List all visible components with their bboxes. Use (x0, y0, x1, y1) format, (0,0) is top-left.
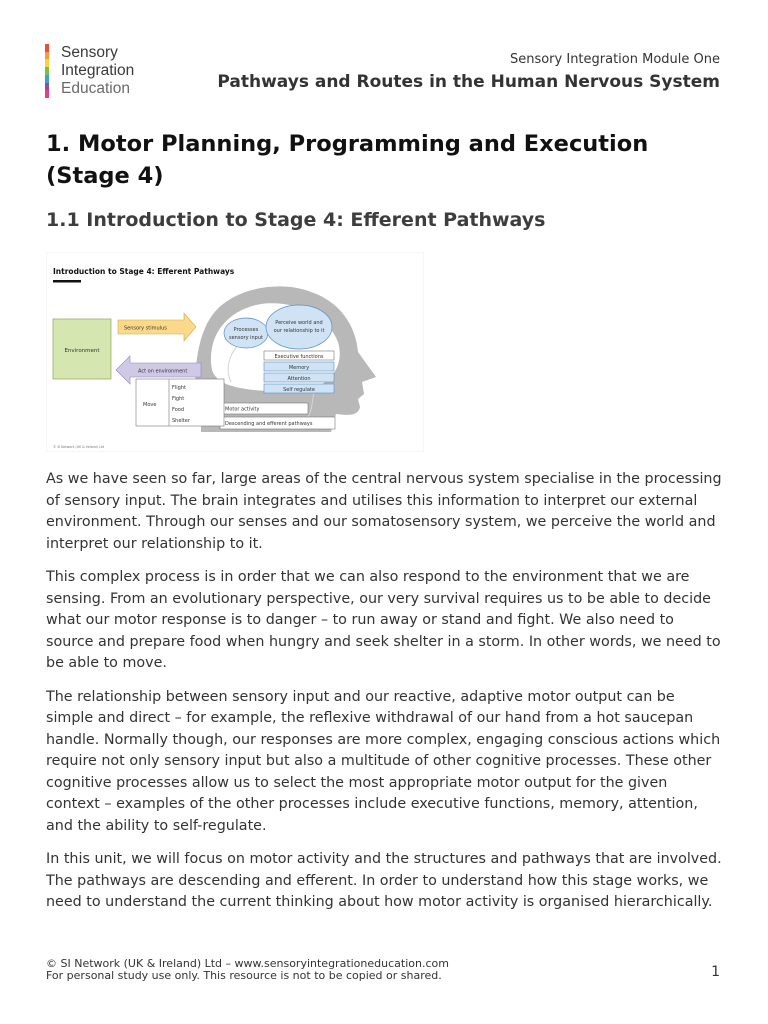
function-label-executive: Executive functions (274, 354, 324, 360)
action-food: Food (172, 407, 184, 413)
logo-color-segment (45, 90, 49, 98)
act-on-environment-label: Act on environment (138, 368, 188, 375)
logo-color-segment (45, 44, 49, 52)
sensory-stimulus-label: Sensory stimulus (124, 325, 167, 332)
paragraph: In this unit, we will focus on motor activity and the structures and pathways that are involved. The pathways are descending and efferent. In order to understand how this stage works, we need to understand the current thinking about how motor activity is organised hierarchically. (46, 851, 722, 910)
footer-usage-notice: For personal study use only. This resource is not to be copied or shared. (46, 969, 442, 982)
page-header (217, 52, 720, 92)
section-heading: 1. Motor Planning, Programming and Execution (Stage 4) (46, 131, 649, 189)
processes-label-1: Processes (233, 327, 259, 333)
page-footer (46, 958, 449, 982)
function-label-self-regulate: Self regulate (283, 387, 315, 393)
action-flight: Flight (172, 385, 186, 391)
diagram-copyright: © SI Network (UK & Ireland) Ltd (53, 445, 105, 449)
function-label-attention: Attention (287, 376, 311, 382)
subsection-heading: 1.1 Introduction to Stage 4: Efferent Pathways (46, 209, 546, 231)
perceive-label-2: our relationship to it (273, 328, 325, 334)
logo-text (61, 44, 134, 98)
title-underline (53, 280, 81, 283)
paragraph: As we have seen so far, large areas of the central nervous system specialise in the processing of sensory input. The brain integrates and utilises this information to interpret our external environment. Through our senses and our somatosensory system, we perceive the world and interpret our relationship to it. (46, 471, 722, 552)
logo-line-2: Integration (61, 62, 135, 79)
perceive-bubble (266, 305, 332, 349)
diagram-svg (46, 252, 424, 452)
logo-color-segment (45, 59, 49, 67)
diagram-title: Introduction to Stage 4: Efferent Pathways (53, 267, 235, 276)
page-number: 1 (711, 964, 720, 980)
logo-color-segment (45, 75, 49, 83)
paragraph: This complex process is in order that we can also respond to the environment that we are sensing. From an evolutionary perspective, our very survival requires us to be able to decide what our motor response is to danger – to run away or stand and fight. We also need to source and prepare food when hungry and seek shelter in a storm. In other words, we need to be able to move. (46, 569, 721, 671)
move-label: Move (143, 402, 157, 408)
processes-bubble (224, 318, 268, 348)
action-shelter: Shelter (172, 418, 190, 424)
logo-color-segment (45, 83, 49, 91)
function-label-memory: Memory (288, 365, 310, 371)
perceive-label-1: Perceive world and (275, 320, 323, 326)
module-name: Sensory Integration Module One (509, 52, 720, 67)
environment-label: Environment (64, 348, 100, 354)
motor-activity-label: Motor activity (225, 406, 260, 413)
logo-color-bar (45, 44, 49, 98)
body-text (46, 469, 724, 926)
descending-pathways-label: Descending and efferent pathways (225, 421, 313, 427)
action-fight: Fight (172, 396, 185, 402)
efferent-pathways-diagram (46, 252, 424, 452)
logo-color-segment (45, 67, 49, 75)
logo-color-segment (45, 52, 49, 60)
logo-line-1: Sensory (61, 44, 118, 61)
processes-label-2: sensory input (229, 335, 263, 341)
footer-copyright: © SI Network (UK & Ireland) Ltd – www.sensoryintegrationeducation.com (46, 957, 449, 970)
logo-line-3: Education (61, 80, 130, 97)
paragraph: The relationship between sensory input and our reactive, adaptive motor output can be simple and direct – for example, the reflexive withdrawal of our hand from a hot saucepan handle. Normally though, our responses are more complex, engaging conscious actions which require not only sensory input but also a multitude of other cognitive processes. These other cognitive processes allow us to select the most appropriate motor output for the given context – examples of the other processes include executive functions, memory, attention, and the ability to self-regulate. (46, 688, 721, 834)
document-title: Pathways and Routes in the Human Nervous System (217, 72, 720, 92)
logo (45, 44, 134, 98)
